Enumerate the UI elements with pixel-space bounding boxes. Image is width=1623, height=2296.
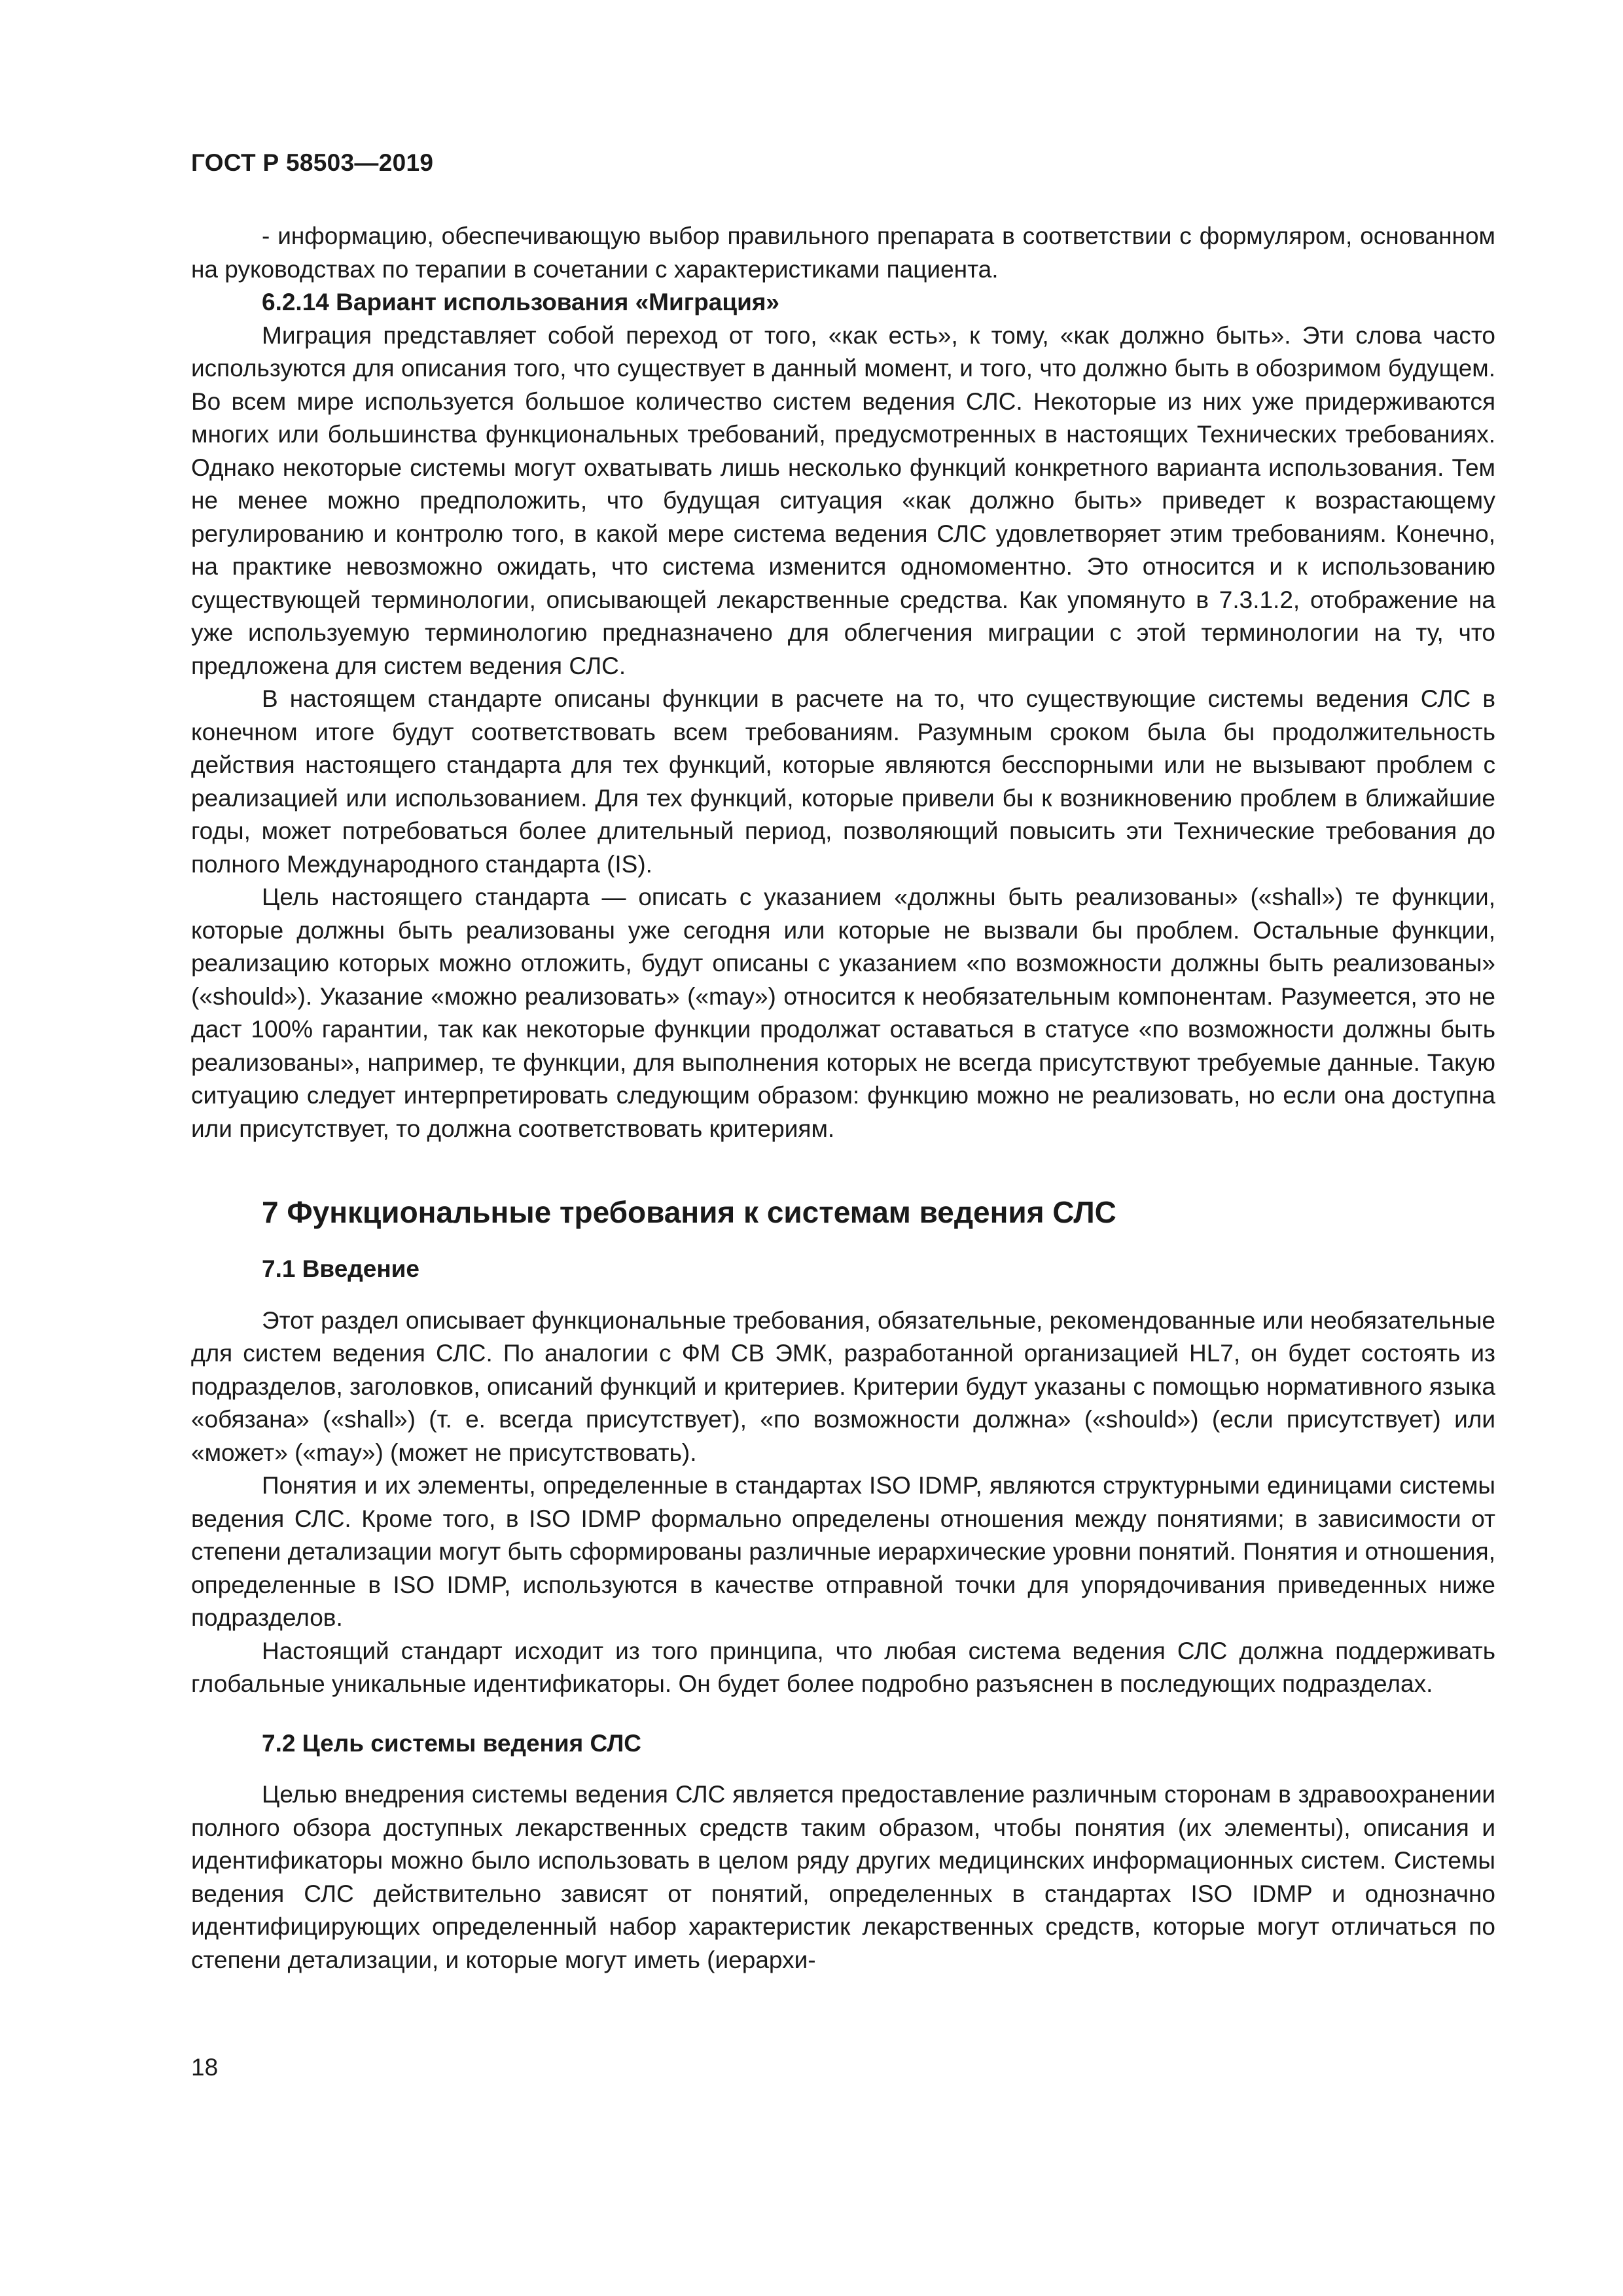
section-heading-6-2-14: 6.2.14 Вариант использования «Миграция» (262, 289, 779, 315)
paragraph: Цель настоящего стандарта — описать с указанием «должны быть реализованы» («shall») те функции, которые должны быть реализованы уже сегодня или которые не вызвали бы проблем. Остальные функции, реализацию которых можно отложить, будут описаны с указанием «по возможности должны быть реализованы» («should»). Указание «можно реализовать» («may») относится к необязательным компонентам. Разумеется, это не даст 100% гарантии, так как некоторые функции продолжат оставаться в статусе «по возможности должны быть реализованы», например, те функции, для выполнения которых не всегда присутствуют требуемые данные. Такую ситуацию следует интерпретировать следующим образом: функцию можно не реализовать, но если она доступна или присутствует, то должна соответствовать критериям. (191, 884, 1495, 1142)
document-header: ГОСТ Р 58503—2019 (191, 149, 434, 176)
section-heading-7-2: 7.2 Цель системы ведения СЛС (262, 1729, 642, 1757)
chapter-heading-7: 7 Функциональные требования к системам ведения СЛС (262, 1195, 1116, 1229)
paragraph: Целью внедрения системы ведения СЛС является предоставление различным сторонам в здравоохранении полного обзора доступных лекарственных средств таким образом, чтобы понятия (их элементы), описания и идентификаторы можно было использовать в целом ряду других медицинских информационных систем. Системы ведения СЛС действительно зависят от понятий, определенных в стандартах ISO IDMP и однозначно идентифицирующих определенный набор характеристик лекарственных средств, которые могут отличаться по степени детализации, и которые могут иметь (иерархи- (191, 1781, 1495, 1973)
paragraph: Миграция представляет собой переход от того, «как есть», к тому, «как должно быть». Эти слова часто используются для описания того, что существует в данный момент, и того, что должно быть в обозримом будущем. Во всем мире используется большое количество систем ведения СЛС. Некоторые из них уже придерживаются многих или большинства функциональных требований, предусмотренных в настоящих Технических требованиях. Однако некоторые системы могут охватывать лишь несколько функций конкретного варианта использования. Тем не менее можно предположить, что будущая ситуация «как должно быть» приведет к возрастающему регулированию и контролю того, в какой мере система ведения СЛС удовлетворяет этим требованиям. Конечно, на практике невозможно ожидать, что система изменится одномоментно. Это относится и к использованию существующей терминологии, описывающей лекарственные средства. Как упомянуто в 7.3.1.2, отображение на уже используемую терминологию предназначено для облегчения миграции с этой терминологии на ту, что предложена для систем ведения СЛС. (191, 321, 1495, 679)
document-body (191, 220, 1495, 1977)
paragraph: В настоящем стандарте описаны функции в расчете на то, что существующие системы ведения СЛС в конечном итоге будут соответствовать всем требованиям. Разумным сроком была бы продолжительность действия настоящего стандарта для тех функций, которые являются бесспорными или не вызывают проблем с реализацией или использованием. Для тех функций, которые привели бы к возникновению проблем в ближайшие годы, может потребоваться более длительный период, позволяющий повысить эти Технические требования до полного Международного стандарта (IS). (191, 685, 1495, 878)
section-heading-7-1: 7.1 Введение (262, 1255, 420, 1282)
intro-paragraph: - информацию, обеспечивающую выбор правильного препарата в соответствии с формуляром, основанном на руководствах по терапии в сочетании с характеристиками пациента. (191, 223, 1495, 283)
page-number: 18 (191, 2054, 219, 2081)
paragraph: Настоящий стандарт исходит из того принципа, что любая система ведения СЛС должна поддерживать глобальные уникальные идентификаторы. Он будет более подробно разъяснен в последующих подразделах. (191, 1637, 1495, 1697)
paragraph: Этот раздел описывает функциональные требования, обязательные, рекомендованные или необязательные для систем ведения СЛС. По аналогии с ФМ СВ ЭМК, разработанной организацией HL7, он будет состоять из подразделов, заголовков, описаний функций и критериев. Критерии будут указаны с помощью нормативного языка «обязана» («shall») (т. е. всегда присутствует), «по возможности должна» («should») (если присутствует) или «может» («may») (может не присутствовать). (191, 1306, 1495, 1466)
paragraph: Понятия и их элементы, определенные в стандартах ISO IDMP, являются структурными единицами системы ведения СЛС. Кроме того, в ISO IDMP формально определены отношения между понятиями; в зависимости от степени детализации могут быть сформированы различные иерархические уровни понятий. Понятия и отношения, определенные в ISO IDMP, используются в качестве отправной точки для упорядочивания приведенных ниже подразделов. (191, 1472, 1495, 1631)
